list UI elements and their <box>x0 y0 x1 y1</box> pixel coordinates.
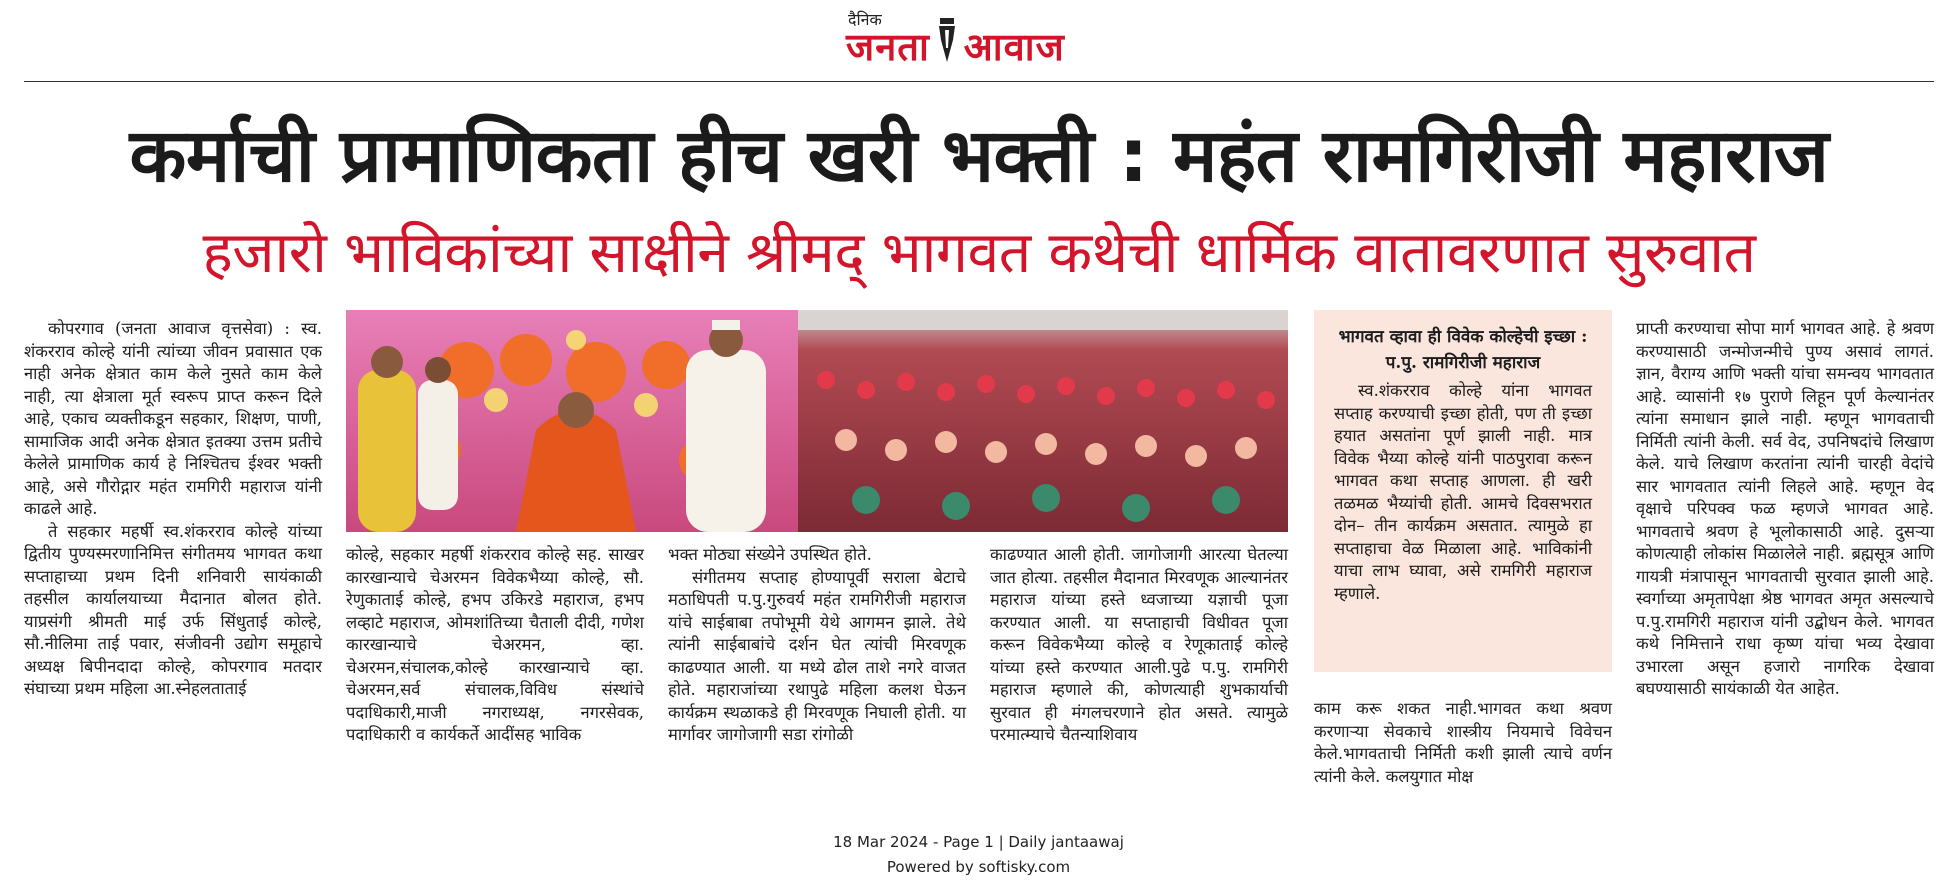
paragraph: भक्त मोठ्या संख्येने उपस्थित होते. <box>668 545 872 564</box>
masthead-rule <box>24 81 1934 82</box>
masthead-logo-left: जनता <box>846 25 930 69</box>
sidebar-box-body: स्व.शंकरराव कोल्हे यांना भागवत सप्ताह करण्याची इच्छा होती, पण ती इच्छा हयात असतांना पूर्ण झाली नाही. मात्र विवेक भैय्या कोल्हे यांनी पाठपुरावा करून भागवत कथा सप्ताह आणला. ही खरी तळमळ भैय्यांची होती. आमचे दिवसभरात दोन– तीन कार्यक्रम असतात. त्यामुळे हा सप्ताहाचा वेळ मिळाला आहे. भाविकांनी याचा लाभ घ्यावा, असे रामगिरी महाराज म्हणाले. <box>1334 381 1592 603</box>
article-column-1 <box>24 318 322 701</box>
paragraph: काढण्यात आली होती. जागोजागी आरत्या घेतल्या जात होत्या. तहसील मैदानात मिरवणूक आल्यानंतर महाराज यांच्या हस्ते ध्वजाच्या यज्ञाची पूजा करण्यात आली. या सप्ताहाची विधीवत पूजा करून विवेकभैय्या कोल्हे व रेणूकाताई कोल्हे यांच्या हस्ते करण्यात आली.पुढे प.पु. रामगिरी महाराज म्हणाले की, कोणत्याही शुभकार्याची सुरवात ही मंगलचरणाने होत असते. त्यामुळे परमात्म्याचे चैतन्याशिवाय <box>990 545 1288 744</box>
article-column-4 <box>990 544 1288 747</box>
pen-nib-icon <box>936 18 958 64</box>
article-column-3 <box>668 544 966 747</box>
event-photo-graphic <box>346 310 1288 532</box>
masthead-logo-right: आवाज <box>963 25 1065 69</box>
masthead <box>0 0 1957 82</box>
masthead-daily-label: दैनिक <box>848 10 882 29</box>
article-column-6 <box>1636 318 1934 701</box>
paragraph: ते सहकार महर्षी स्व.शंकरराव कोल्हे यांच्या द्वितीय पुण्यस्मरणानिमित्त संगीतमय भागवत कथा सप्ताहाच्या प्रथम दिनी शनिवारी सायंकाळी तहसील कार्यालयाच्या मैदानात बोलत होते. याप्रसंगी श्रीमती माई उर्फ सिंधुताई कोल्हे, सौ.नीलिमा ताई पवार, संजीवनी उद्योग समूहाचे अध्यक्ष बिपीनदादा कोल्हे, कोपरगाव मतदार संघाच्या प्रथम महिला आ.स्नेहलताताई <box>24 521 322 698</box>
masthead-logo <box>846 24 1065 70</box>
paragraph: कोपरगाव (जनता आवाज वृत्तसेवा) : स्व. शंकरराव कोल्हे यांनी त्यांच्या जीवन प्रवासात एक नाही अनेक क्षेत्रात काम केले नुसते काम केले नाही, त्या क्षेत्राला मूर्त स्वरूप प्राप्त करून दिले आहे, एकाच व्यक्तीकडून सहकार, शिक्षण, पाणी, सामाजिक आदी अनेक क्षेत्रात इतक्या उत्तम प्रतीचे केलेले प्रामाणिक कार्य हे निश्चितच ईश्वर भक्ती आहे, असे गौरोद्गार महंत रामगिरी महाराज यांनी काढले आहे. <box>24 319 322 518</box>
article-column-2 <box>346 544 644 747</box>
subheadline: हजारो भाविकांच्या साक्षीने श्रीमद् भागवत कथेची धार्मिक वातावरणात सुरुवात <box>202 220 1756 286</box>
paragraph: प्राप्ती करण्याचा सोपा मार्ग भागवत आहे. हे श्रवण करण्यासाठी जन्मोजन्मीचे पुण्य असावं लागतं. ज्ञान, वैराग्य आणि भक्ती यांचा समन्वय भागवतात आहे. व्यासांनी १७ पुराणे लिहून पूर्ण केल्यानंतर त्यांना समाधान झाले नाही. म्हणून भागवताची निर्मिती त्यांनी केली. सर्व वेद, उपनिषदांचे लिखाण केले. याचे लिखाण करतांना त्यांनी चारही वेदांचे सार भागवतात त्यांनी लिहले आहे. म्हणून वेद वृक्षाचे परिपक्व फळ म्हणजे भागवत आहे. भागवताचे श्रवण हे भूलोकासाठी आहे. दुसऱ्या कोणत्याही लोकांस मिळालेले नाही. ब्रह्मसूत्र आणि गायत्री मंत्रापासून भागवताची सुरवात झाली आहे. स्वर्गाच्या अमृतापेक्षा श्रेष्ठ भागवत अमृत असल्याचे प.पु.रामगिरी महाराज यांनी उद्बोधन केले. भागवत कथे निमित्ताने राधा कृष्ण यांचा भव्य देखावा उभारला असून हजारो नागरिक देखावा बघण्यासाठी सायंकाळी येत आहेत. <box>1636 319 1934 698</box>
article-photo <box>346 310 1288 532</box>
sidebar-box <box>1314 310 1612 672</box>
paragraph: कोल्हे, सहकार महर्षी शंकरराव कोल्हे सह. साखर कारखान्याचे चेअरमन विवेकभैय्या कोल्हे, सौ. रेणुकाताई कोल्हे, हभप उकिरडे महाराज, हभप लव्हाटे महाराज, ओमशांतिच्या चैताली दीदी, गणेश कारखान्याचे चेअरमन, व्हा. चेअरमन,संचालक,कोल्हे कारखान्याचे व्हा. चेअरमन,सर्व संचालक,विविध संस्थांचे पदाधिकारी,माजी नगराध्यक्ष, नगरसेवक, पदाधिकारी व कार्यकर्ते आदींसह भाविक <box>346 545 644 744</box>
article-column-5 <box>1314 698 1612 788</box>
paragraph: संगीतमय सप्ताह होण्यापूर्वी सराला बेटाचे मठाधिपती प.पु.गुरुवर्य महंत रामगिरीजी महाराज यांचे साईबाबा तपोभूमी येथे आगमन झाले. तेथे त्यांनी साईबाबांचे दर्शन घेत त्यांची मिरवणूक काढण्यात आली. या मध्ये ढोल ताशे नगरे वाजत होते. महाराजांच्या रथापुढे महिला कलश घेऊन कार्यक्रम स्थळाकडे ही मिरवणूक निघाली होती. या मार्गावर जागोजागी सडा रांगोळी <box>668 567 966 744</box>
page-footer-date: 18 Mar 2024 - Page 1 | Daily jantaawaj <box>833 833 1124 851</box>
paragraph: काम करू शकत नाही.भागवत कथा श्रवण करणाऱ्या सेवकाचे शास्त्रीय नियमाचे विवेचन केले.भागवताची निर्मिती कशी झाली त्याचे वर्णन त्यांनी केले. कलयुगात मोक्ष <box>1314 699 1612 786</box>
headline: कर्माची प्रामाणिकता हीच खरी भक्ती : महंत रामगिरीजी महाराज <box>129 113 1829 199</box>
sidebar-box-title: भागवत व्हावा ही विवेक कोल्हेची इच्छा : प.पु. रामगिरीजी महाराज <box>1338 327 1588 373</box>
page-footer-powered: Powered by softisky.com <box>886 858 1071 876</box>
